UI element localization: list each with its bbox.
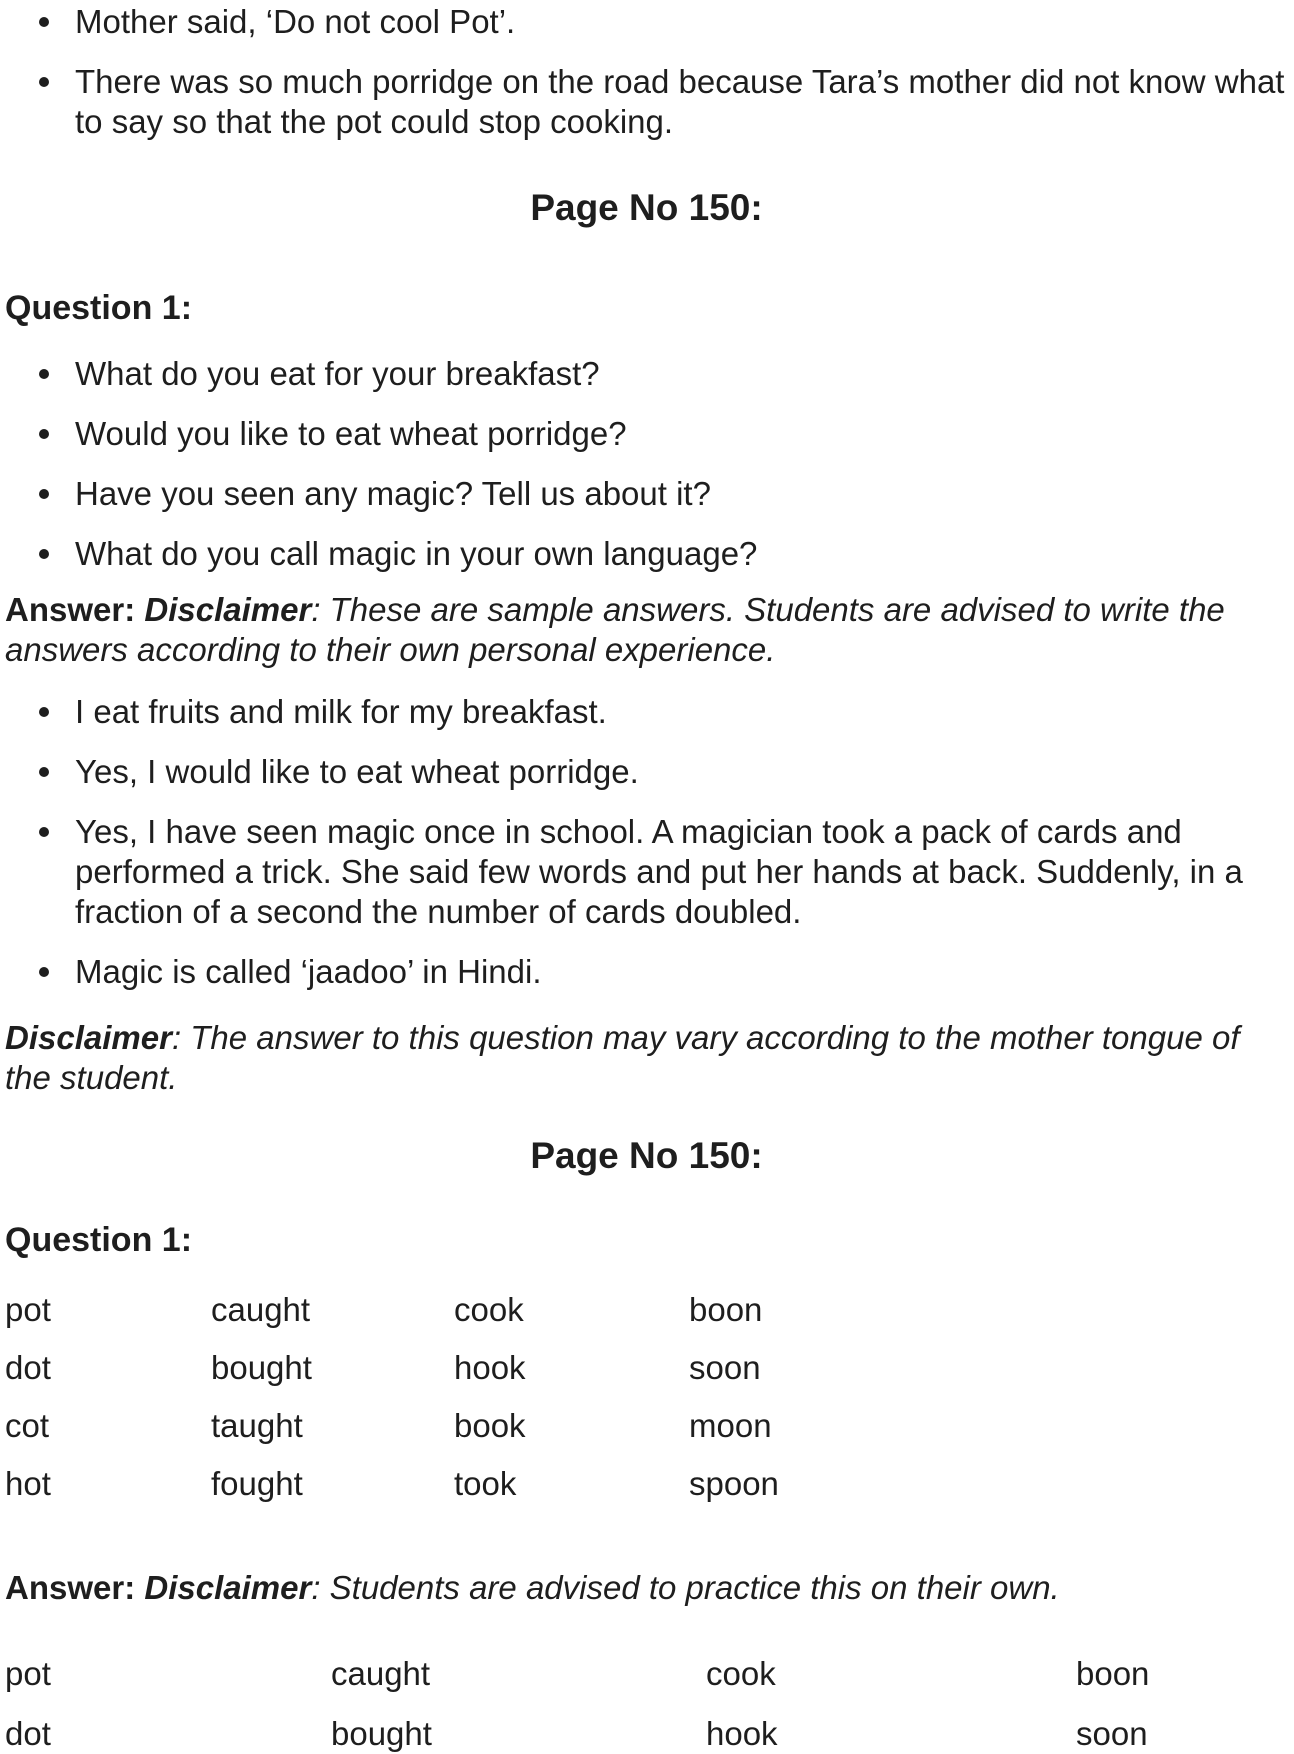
answer-paragraph <box>5 1568 1288 1608</box>
document-page <box>5 2 1288 1754</box>
answer-bullet-list <box>5 692 1288 992</box>
word-cell: fought <box>211 1465 303 1502</box>
list-item: Yes, I have seen magic once in school. A magician took a pack of cards and performed a trick. She said few words and put her hands at back. Suddenly, in a fraction of a second the number of cards doubled. <box>5 812 1288 932</box>
word-table-row <box>5 1654 1288 1694</box>
word-cell: book <box>454 1407 526 1444</box>
word-table-row <box>5 1406 1288 1446</box>
answer-paragraph <box>5 590 1288 670</box>
disclaimer-word: Disclaimer <box>144 591 312 628</box>
word-cell: caught <box>211 1291 311 1328</box>
page-heading: Page No 150: <box>530 187 763 228</box>
disclaimer-text: : The answer to this question may vary according to the mother tongue of the student. <box>5 1019 1240 1096</box>
list-item: Would you like to eat wheat porridge? <box>5 414 1288 454</box>
word-table <box>5 1290 1288 1504</box>
word-cell: pot <box>5 1291 51 1328</box>
answer-label: Answer: <box>5 1569 145 1606</box>
word-cell: boon <box>1076 1655 1150 1692</box>
word-cell: bought <box>331 1715 432 1752</box>
disclaimer-paragraph <box>5 1018 1288 1098</box>
word-cell: soon <box>1076 1715 1148 1752</box>
disclaimer-word: Disclaimer <box>144 1569 312 1606</box>
list-item: Yes, I would like to eat wheat porridge. <box>5 752 1288 792</box>
word-table-row <box>5 1290 1288 1330</box>
word-cell: cot <box>5 1407 50 1444</box>
disclaimer-word: Disclaimer <box>5 1019 172 1056</box>
word-cell: boon <box>689 1291 763 1328</box>
word-table-row <box>5 1714 1288 1754</box>
answer-label: Answer: <box>5 591 145 628</box>
question-bullet-list <box>5 354 1288 574</box>
list-item: What do you eat for your breakfast? <box>5 354 1288 394</box>
question-label: Question 1: <box>5 1221 193 1259</box>
answer-text: : Students are advised to practice this on their own. <box>311 1569 1060 1606</box>
word-cell: pot <box>5 1655 51 1692</box>
word-cell: cook <box>454 1291 524 1328</box>
question-label: Question 1: <box>5 289 193 327</box>
intro-bullet-list <box>5 2 1288 142</box>
word-cell: moon <box>689 1407 772 1444</box>
word-table-row <box>5 1464 1288 1504</box>
word-cell: dot <box>5 1349 51 1386</box>
answer-text: : These are sample answers. Students are advised to write the answers according to their own personal experience. <box>5 591 1225 668</box>
word-cell: caught <box>331 1655 431 1692</box>
word-cell: taught <box>211 1407 303 1444</box>
word-cell: hook <box>454 1349 526 1386</box>
word-cell: hot <box>5 1465 51 1502</box>
list-item: Have you seen any magic? Tell us about it? <box>5 474 1288 514</box>
page-heading: Page No 150: <box>530 1135 763 1176</box>
word-table-row <box>5 1348 1288 1388</box>
word-cell: soon <box>689 1349 761 1386</box>
word-table <box>5 1654 1288 1754</box>
word-cell: dot <box>5 1715 51 1752</box>
list-item: There was so much porridge on the road because Tara’s mother did not know what to say so that the pot could stop cooking. <box>5 62 1288 142</box>
word-cell: bought <box>211 1349 312 1386</box>
word-cell: cook <box>706 1655 776 1692</box>
word-cell: took <box>454 1465 517 1502</box>
list-item: What do you call magic in your own language? <box>5 534 1288 574</box>
list-item: Mother said, ‘Do not cool Pot’. <box>5 2 1288 42</box>
word-cell: hook <box>706 1715 778 1752</box>
word-cell: spoon <box>689 1465 779 1502</box>
list-item: Magic is called ‘jaadoo’ in Hindi. <box>5 952 1288 992</box>
list-item: I eat fruits and milk for my breakfast. <box>5 692 1288 732</box>
